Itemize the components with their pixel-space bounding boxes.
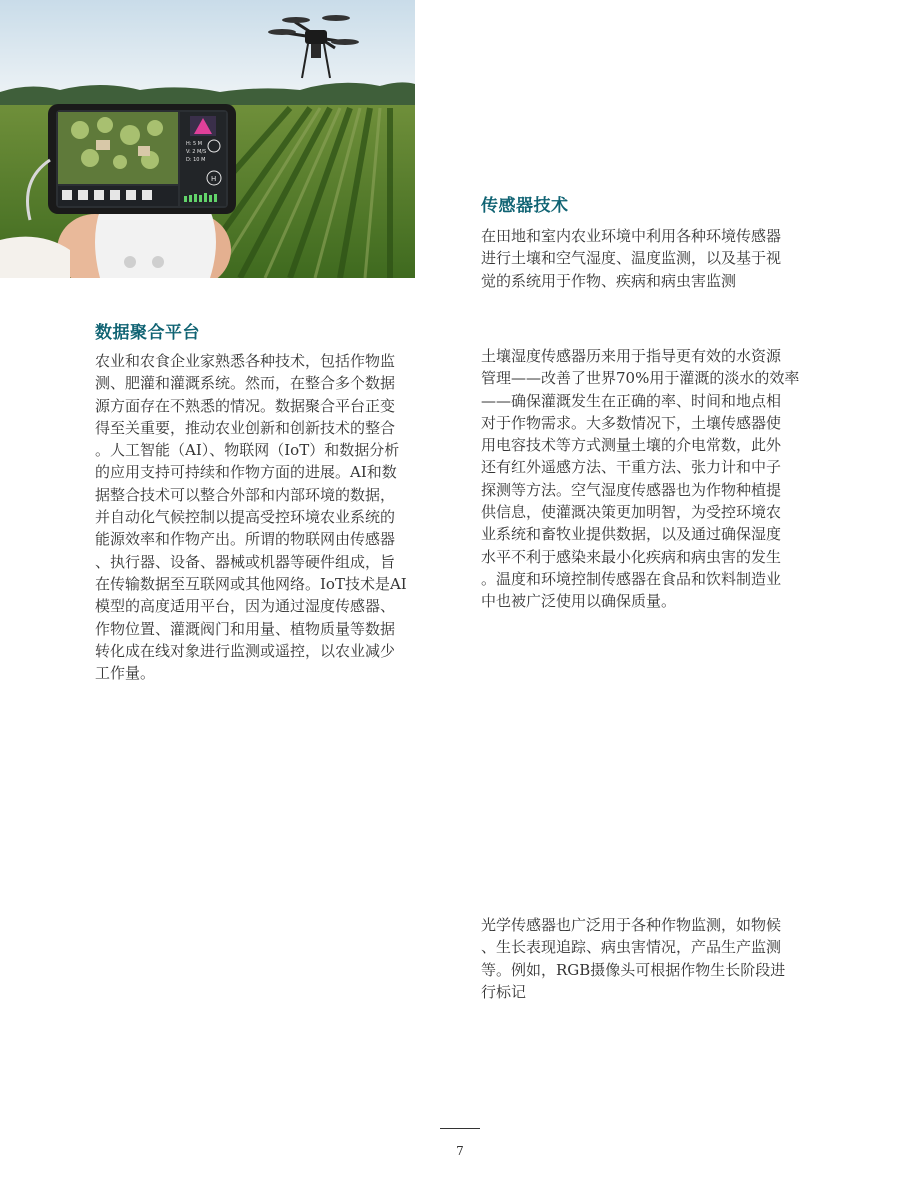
page-number: 7 — [456, 1144, 464, 1158]
optical-sensor-paragraph: 光学传感器也广泛用于各种作物监测，如物候 、生长表现追踪、病虫害情况，产品生产监测 等。例如，RGB摄像头可根据作物生长阶段进 行标记 — [481, 916, 786, 1001]
sensor-intro-paragraph: 在田地和室内农业环境中利用各种环境传感器 进行土壤和空气湿度、温度监测，以及基于视 觉的系统用于作物、疾病和病虫害监测 — [481, 227, 782, 290]
tablet-home-button: H — [211, 175, 217, 183]
data-aggregation-paragraph: 农业和农食企业家熟悉各种技术，包括作物监 测、肥灌和灌溉系统。然而，在整合多个数据 源方面存在不熟悉的情况。数据聚合平台正变 得至关重要，推动农业创新和创新技术的整合 。人工智能（AI）、物联网（IoT）和数据分析 的应用支持可持续和作物方面的进展。AI和数 据整合技术可以整合外部和内部环境的数据， 并自动化气候控制以提高受控环境农业系统的 能源效率和作物产出。所谓的物联网由传感器 、执行器、设备、器械或机器等硬件组成，旨 在传输数据至互联网或其他网络。IoT技术是AI 模型的高度适用平台，因为通过湿度传感器、 作物位置、灌溉阀门和用量、植物质量等数据 转化成在线对象进行监测或遥控，以农业减少 工作量。 — [95, 352, 407, 683]
farm-drone-photo — [0, 0, 415, 278]
footer-divider — [440, 1128, 480, 1129]
soil-humidity-sensor-paragraph: 土壤湿度传感器历来用于指导更有效的水资源 管理——改善了世界70%用于灌溉的淡水的效率 ——确保灌溉发生在正确的率、时间和地点相 对于作物需求。大多数情况下，土壤传感器使 用电容技术等方式测量土壤的介电常数，此外 还有红外遥感方法、干重方法、张力计和中子 探测等方法。空气湿度传感器也为作物种植提 供信息，使灌溉决策更加明智，为受控环境农 业系统和畜牧业提供数据，以及通过确保湿度 水平不利于感染来最小化疾病和病虫害的发生 。温度和环境控制传感器在食品和饮料制造业 中也被广泛使用以确保质量。 — [481, 347, 800, 611]
tablet-readout-speed: V: 2 M/S — [186, 149, 207, 155]
section-heading-data-aggregation: 数据聚合平台 — [95, 323, 200, 343]
section-heading-sensor-technology: 传感器技术 — [481, 196, 569, 216]
tablet-readout-height: H: 5 M — [186, 141, 203, 147]
tablet-readout-distance: D: 10 M — [186, 157, 206, 163]
